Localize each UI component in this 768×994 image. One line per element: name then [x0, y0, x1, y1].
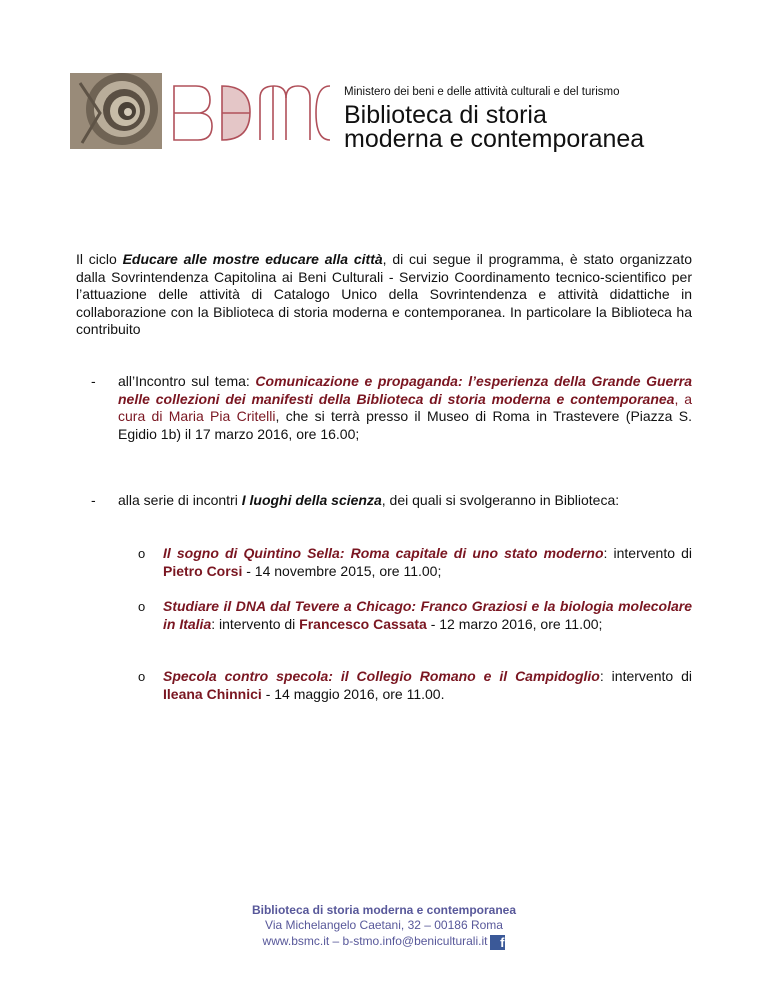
- series-details: , dei quali si svolgeranno in Biblioteca:: [381, 492, 620, 508]
- library-name-line2: moderna e contemporanea: [344, 125, 645, 153]
- sub-list-item: [163, 668, 692, 703]
- list-dash: -: [91, 492, 96, 508]
- footer-links[interactable]: www.bsmc.it – b-stmo.info@beniculturali.it: [262, 934, 488, 948]
- item-prefix: alla serie di incontri: [118, 492, 242, 508]
- curator-text: , a cura di Maria Pia Critelli: [118, 390, 692, 424]
- facebook-icon[interactable]: f: [490, 935, 505, 950]
- intro-paragraph: [76, 251, 692, 339]
- speaker-name: Francesco Cassata: [299, 615, 427, 632]
- talk-mid: : intervento di: [603, 545, 692, 561]
- footer-address: Via Michelangelo Caetani, 32 – 00186 Roma: [265, 918, 503, 932]
- bullet-icon: o: [138, 669, 146, 684]
- talk-mid: : intervento di: [599, 668, 692, 684]
- talk-title: Il sogno di Quintino Sella: Roma capitale di uno stato moderno: [163, 545, 604, 561]
- talk-mid: : intervento di: [211, 615, 300, 632]
- intro-prefix: Il ciclo: [76, 251, 123, 267]
- bullet-icon: o: [138, 599, 146, 614]
- talk-title: Studiare il DNA dal Tevere a Chicago: Franco Graziosi e la biologia molecolare in Italia: [163, 598, 692, 632]
- speaker-name: Pietro Corsi: [163, 562, 243, 579]
- ministry-name: Ministero dei beni e delle attività culturali e del turismo: [344, 86, 620, 98]
- bullet-icon: o: [138, 546, 146, 561]
- footer-contacts: [0, 934, 768, 950]
- talk-date: - 14 novembre 2015, ore 11.00;: [242, 562, 442, 579]
- event-details: , che si terrà presso il Museo di Roma in Trastevere (Piazza S. Egidio 1b) il 17 marzo 2016, ore 16.00;: [118, 408, 692, 442]
- event-title: Comunicazione e propaganda: l’esperienza della Grande Guerra nelle collezioni dei manifesti della Biblioteca di storia moderna e contemporanea: [118, 373, 692, 407]
- intro-text: , di cui segue il programma, è stato organizzato dalla Sovrintendenza Capitolina ai Beni Culturali - Servizio Coordinamento tecnico-scientifico per l’attuazione delle attività di Catalogo Unico della Sovrintendenza e attività didattiche in collaborazione con la Biblioteca di storia moderna e contemporanea. In particolare la Biblioteca ha contribuito: [76, 251, 692, 337]
- sub-list-item: [163, 545, 692, 580]
- series-title: I luoghi della scienza: [241, 492, 382, 508]
- footer-library-name: Biblioteca di storia moderna e contemporanea: [251, 903, 517, 917]
- talk-date: - 14 maggio 2016, ore 11.00.: [261, 685, 445, 702]
- speaker-name: Ileana Chinnici: [163, 685, 262, 702]
- list-dash: -: [91, 373, 96, 389]
- talk-title: Specola contro specola: il Collegio Romano e il Campidoglio: [163, 668, 600, 684]
- library-name-line1: Biblioteca di storia: [344, 101, 547, 129]
- talk-date: - 12 marzo 2016, ore 11.00;: [426, 615, 603, 632]
- spiral-staircase-photo: [70, 73, 162, 149]
- list-item: [118, 373, 692, 443]
- cycle-title: Educare alle mostre educare alla città: [122, 251, 383, 267]
- bsmc-logo-icon: [170, 82, 332, 144]
- sub-list-item: [163, 598, 692, 633]
- item-prefix: all’Incontro sul tema:: [118, 373, 256, 389]
- list-item: [118, 492, 692, 510]
